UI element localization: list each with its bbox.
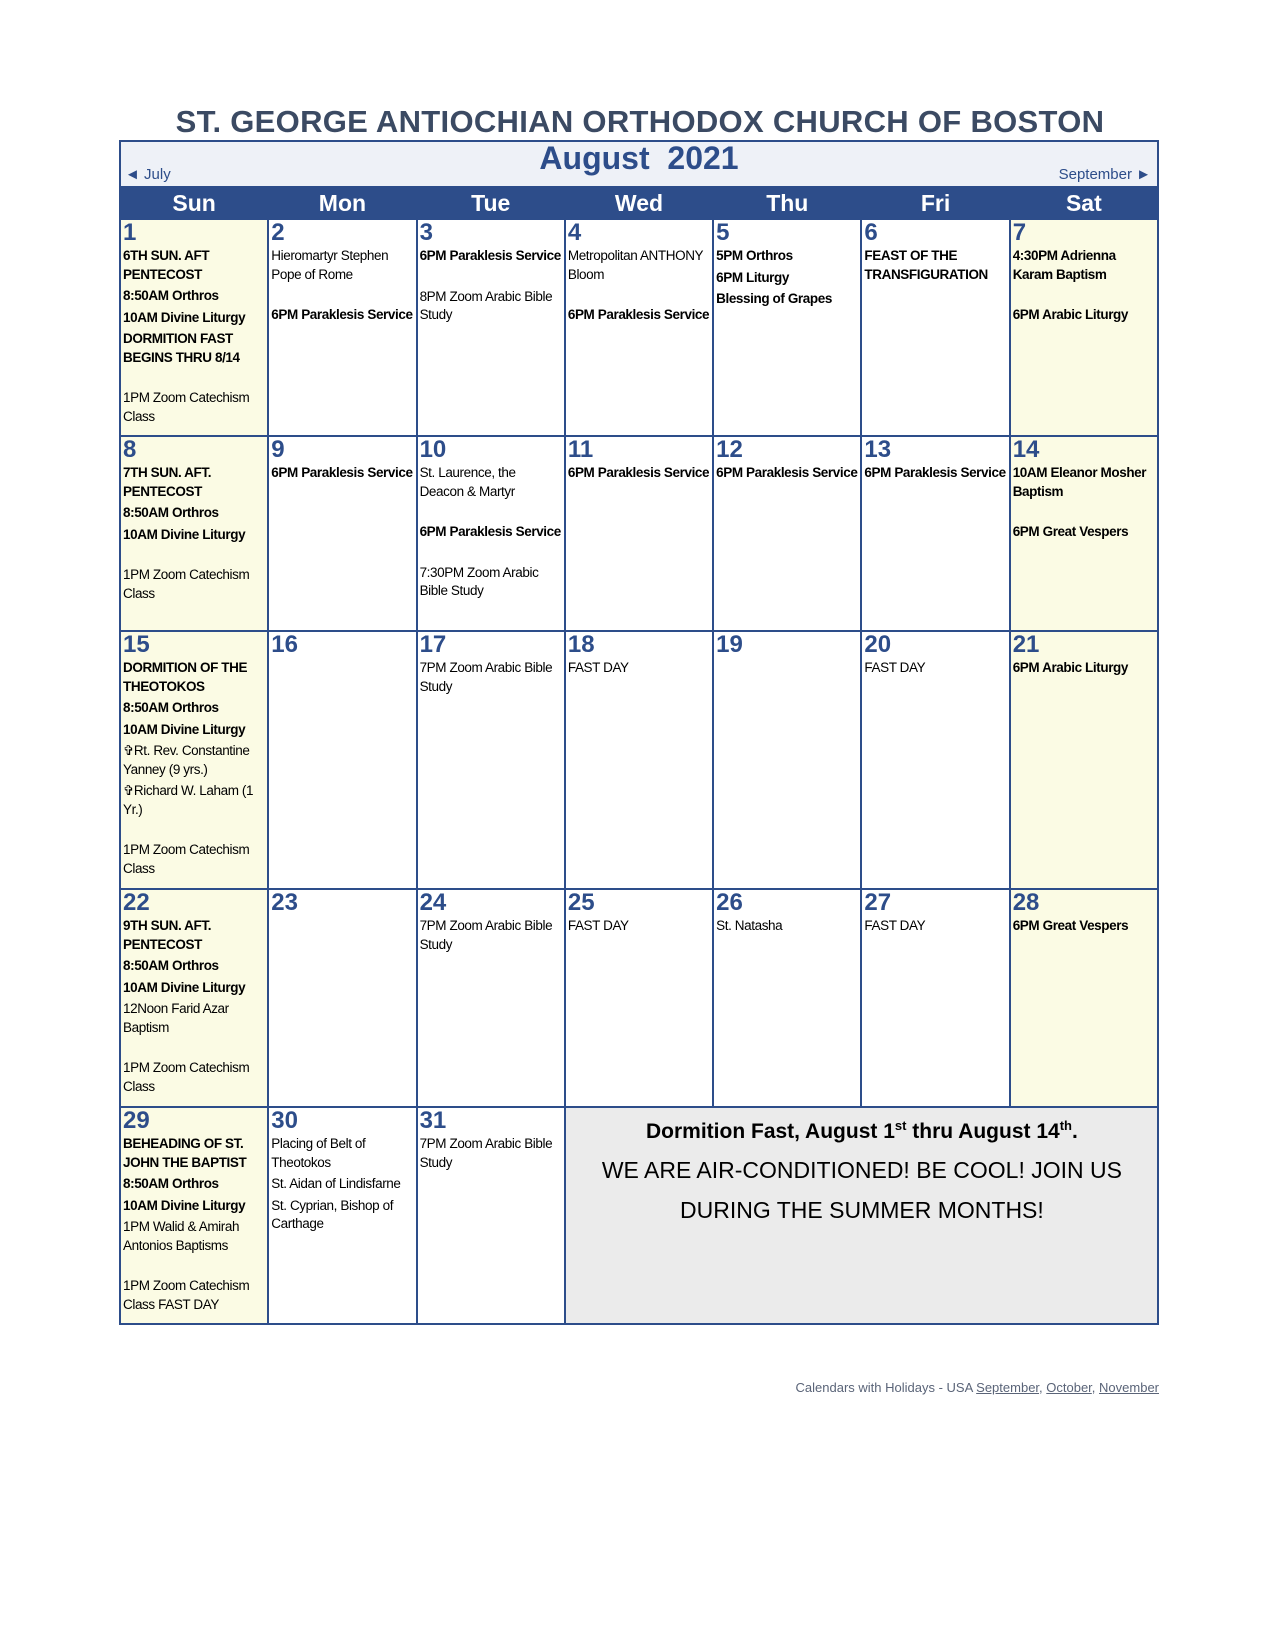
event-entry: 10AM Divine Liturgy — [123, 1197, 246, 1213]
fast-note-part: Dormition Fast, August 1 — [646, 1120, 895, 1143]
week-row — [120, 436, 1158, 631]
week-row — [120, 1107, 1158, 1324]
day-cell[interactable] — [417, 889, 565, 1107]
footer-sep: , — [1091, 1380, 1100, 1395]
event-entry: 6PM Paraklesis Service — [271, 465, 413, 480]
day-number: 21 — [1012, 631, 1040, 658]
event-entry: 6PM Paraklesis Service — [716, 465, 858, 480]
day-number: 18 — [567, 631, 595, 658]
day-number: 31 — [419, 1107, 447, 1134]
day-cell[interactable] — [1010, 631, 1158, 889]
prev-month-link[interactable]: ◄ July — [125, 166, 171, 183]
day-cell[interactable] — [1010, 219, 1158, 436]
day-cell[interactable] — [861, 436, 1009, 631]
event-entry: Blessing of Grapes — [716, 291, 832, 306]
day-number: 3 — [419, 219, 433, 246]
day-number: 25 — [567, 889, 595, 916]
day-cell[interactable] — [713, 889, 861, 1107]
day-number: 5 — [716, 219, 730, 246]
day-number: 22 — [123, 889, 150, 916]
event-entry: BEHEADING OF ST. JOHN THE BAPTIST — [123, 1136, 247, 1170]
event-entry: 1PM Walid & Amirah Antonios Baptisms — [123, 1219, 240, 1253]
day-number: 6 — [864, 219, 878, 246]
event-entry: 8:50AM Orthros — [123, 288, 219, 303]
day-number: 7 — [1012, 219, 1027, 246]
day-cell[interactable] — [565, 889, 713, 1107]
event-entry: 6PM Arabic Liturgy — [1012, 307, 1129, 322]
day-number: 15 — [123, 631, 150, 658]
event-entry: 1PM Zoom Catechism Class FAST DAY — [123, 1278, 250, 1312]
day-cell[interactable] — [120, 1107, 268, 1324]
event-entry: FAST DAY — [864, 660, 926, 675]
event-entry: St. Cyprian, Bishop of Carthage — [271, 1197, 394, 1231]
month-title: August 2021 — [539, 140, 739, 176]
weekday-sun: Sun — [120, 187, 268, 219]
event-entry: FAST DAY — [567, 918, 629, 933]
event-entry: 6PM Arabic Liturgy — [1012, 660, 1129, 675]
day-number: 16 — [271, 631, 298, 658]
fast-note-sup: th — [1059, 1118, 1072, 1133]
air-conditioned-note: WE ARE AIR-CONDITIONED! BE COOL! JOIN US DURING THE SUMMER MONTHS! — [601, 1157, 1122, 1223]
day-number: 12 — [716, 436, 743, 463]
event-entry: FAST DAY — [567, 660, 629, 675]
day-cell[interactable] — [268, 889, 416, 1107]
event-entry: 1PM Zoom Catechism Class — [123, 842, 250, 876]
event-entry: 6PM Great Vespers — [1012, 524, 1129, 539]
event-entry: DORMITION FAST BEGINS THRU 8/14 — [123, 331, 240, 365]
day-cell[interactable] — [120, 219, 268, 436]
fast-note-part: . — [1071, 1120, 1078, 1143]
day-cell[interactable] — [565, 436, 713, 631]
event-entry: Metropolitan ANTHONY Bloom — [567, 248, 703, 282]
footer — [119, 1380, 1159, 1395]
event-entry: St. Aidan of Lindisfarne — [271, 1176, 401, 1191]
event-entry: 1PM Zoom Catechism Class — [123, 567, 250, 601]
event-entry: ✞Rt. Rev. Constantine Yanney (9 yrs.) — [123, 743, 250, 777]
day-number: 4 — [567, 219, 582, 246]
event-entry: 7PM Zoom Arabic Bible Study — [419, 918, 553, 952]
event-entry: 4:30PM Adrienna Karam Baptism — [1012, 248, 1116, 282]
day-cell[interactable] — [120, 631, 268, 889]
event-entry: 6TH SUN. AFT PENTECOST — [123, 248, 210, 282]
calendar — [119, 140, 1159, 1325]
event-entry: 9TH SUN. AFT. PENTECOST — [123, 918, 212, 952]
day-number: 9 — [271, 436, 285, 463]
day-cell[interactable] — [565, 631, 713, 889]
day-cell[interactable] — [417, 219, 565, 436]
day-number: 20 — [864, 631, 892, 658]
calendar-grid — [119, 186, 1159, 1325]
day-cell[interactable] — [268, 631, 416, 889]
event-entry: 1PM Zoom Catechism Class — [123, 1060, 250, 1094]
day-number: 23 — [271, 889, 298, 916]
event-entry: 8:50AM Orthros — [123, 1176, 219, 1191]
day-cell[interactable] — [1010, 889, 1158, 1107]
day-number: 11 — [567, 436, 594, 463]
day-number: 19 — [716, 631, 743, 658]
event-entry: 8:50AM Orthros — [123, 505, 219, 520]
day-cell[interactable] — [417, 1107, 565, 1324]
event-entry: St. Laurence, the Deacon & Martyr — [419, 465, 516, 499]
weekday-header-row — [120, 187, 1158, 219]
event-entry: 8:50AM Orthros — [123, 700, 219, 715]
weekday-thu: Thu — [713, 187, 861, 219]
event-entry: 6PM Paraklesis Service — [419, 524, 561, 539]
day-number: 2 — [271, 219, 285, 246]
day-number: 28 — [1012, 889, 1040, 916]
church-title: ST. GEORGE ANTIOCHIAN ORTHODOX CHURCH OF BOSTON — [175, 104, 1105, 139]
event-entry: 10AM Divine Liturgy — [123, 309, 246, 325]
fast-note-sup: st — [894, 1118, 907, 1133]
weekday-sat: Sat — [1010, 187, 1158, 219]
event-entry: 6PM Paraklesis Service — [419, 248, 561, 263]
event-entry: 8PM Zoom Arabic Bible Study — [419, 288, 553, 322]
footer-sep: , — [1039, 1380, 1047, 1395]
event-entry: 6PM Paraklesis Service — [864, 465, 1006, 480]
day-cell[interactable] — [417, 631, 565, 889]
event-entry: 10AM Divine Liturgy — [123, 721, 246, 737]
week-row — [120, 631, 1158, 889]
day-number: 27 — [864, 889, 892, 916]
event-entry: 7:30PM Zoom Arabic Bible Study — [419, 564, 539, 598]
day-cell[interactable] — [268, 436, 416, 631]
event-entry: 6PM Great Vespers — [1012, 918, 1129, 933]
day-number: 14 — [1012, 436, 1040, 463]
weekday-tue: Tue — [417, 187, 565, 219]
day-cell[interactable] — [713, 631, 861, 889]
day-number: 8 — [123, 436, 137, 463]
next-month-link[interactable]: September ► — [1058, 166, 1151, 183]
footer-prefix: Calendars with Holidays - USA — [795, 1380, 977, 1395]
day-number: 26 — [716, 889, 743, 916]
event-entry: 10AM Divine Liturgy — [123, 979, 246, 995]
event-entry: 1PM Zoom Catechism Class — [123, 390, 250, 424]
event-entry: DORMITION OF THE THEOTOKOS — [123, 660, 248, 694]
footer-link-november[interactable]: November — [1099, 1380, 1159, 1395]
day-number: 13 — [864, 436, 892, 463]
event-entry: 6PM Paraklesis Service — [567, 307, 710, 322]
day-cell[interactable] — [268, 1107, 416, 1324]
day-number: 10 — [419, 436, 447, 463]
day-number: 30 — [271, 1107, 298, 1134]
event-entry: ✞Richard W. Laham (1 Yr.) — [123, 783, 254, 817]
event-entry: 6PM Paraklesis Service — [271, 307, 413, 322]
day-number: 29 — [123, 1107, 150, 1134]
day-cell[interactable] — [861, 219, 1009, 436]
event-entry: Placing of Belt of Theotokos — [271, 1136, 366, 1170]
event-entry: St. Natasha — [716, 918, 783, 933]
day-cell[interactable] — [417, 436, 565, 631]
fast-note — [568, 1114, 1156, 1144]
day-cell[interactable] — [861, 631, 1009, 889]
week-row — [120, 219, 1158, 436]
event-entry: 7PM Zoom Arabic Bible Study — [419, 1136, 553, 1170]
day-number: 1 — [123, 219, 137, 246]
event-entry: 7PM Zoom Arabic Bible Study — [419, 660, 553, 694]
weekday-fri: Fri — [861, 187, 1009, 219]
day-cell[interactable] — [120, 889, 268, 1107]
event-entry: 10AM Divine Liturgy — [123, 526, 246, 542]
weekday-mon: Mon — [268, 187, 416, 219]
day-number: 24 — [419, 889, 447, 916]
event-entry: 5PM Orthros — [716, 248, 793, 263]
weekday-wed: Wed — [565, 187, 713, 219]
footer-link-september[interactable]: September — [976, 1380, 1040, 1395]
day-cell[interactable] — [268, 219, 416, 436]
week-row — [120, 889, 1158, 1107]
day-cell[interactable] — [713, 436, 861, 631]
event-entry: 7TH SUN. AFT. PENTECOST — [123, 465, 212, 499]
event-entry: 12Noon Farid Azar Baptism — [123, 1001, 229, 1035]
event-entry: 10AM Eleanor Mosher Baptism — [1012, 465, 1147, 499]
day-cell[interactable] — [120, 436, 268, 631]
day-cell[interactable] — [713, 219, 861, 436]
day-number: 17 — [419, 631, 447, 658]
event-entry: 6PM Paraklesis Service — [567, 465, 710, 480]
day-cell[interactable] — [1010, 436, 1158, 631]
event-entry: 8:50AM Orthros — [123, 958, 219, 973]
notes-box — [565, 1107, 1158, 1324]
footer-link-october[interactable]: October — [1046, 1380, 1092, 1395]
event-entry: 6PM Liturgy — [716, 269, 789, 285]
event-entry: Hieromartyr Stephen Pope of Rome — [271, 248, 389, 282]
event-entry: FEAST OF THE TRANSFIGURATION — [864, 248, 988, 282]
event-entry: FAST DAY — [864, 918, 926, 933]
calendar-header — [119, 140, 1159, 186]
day-cell[interactable] — [565, 219, 713, 436]
day-cell[interactable] — [861, 889, 1009, 1107]
fast-note-part: thru August 14 — [906, 1120, 1060, 1143]
